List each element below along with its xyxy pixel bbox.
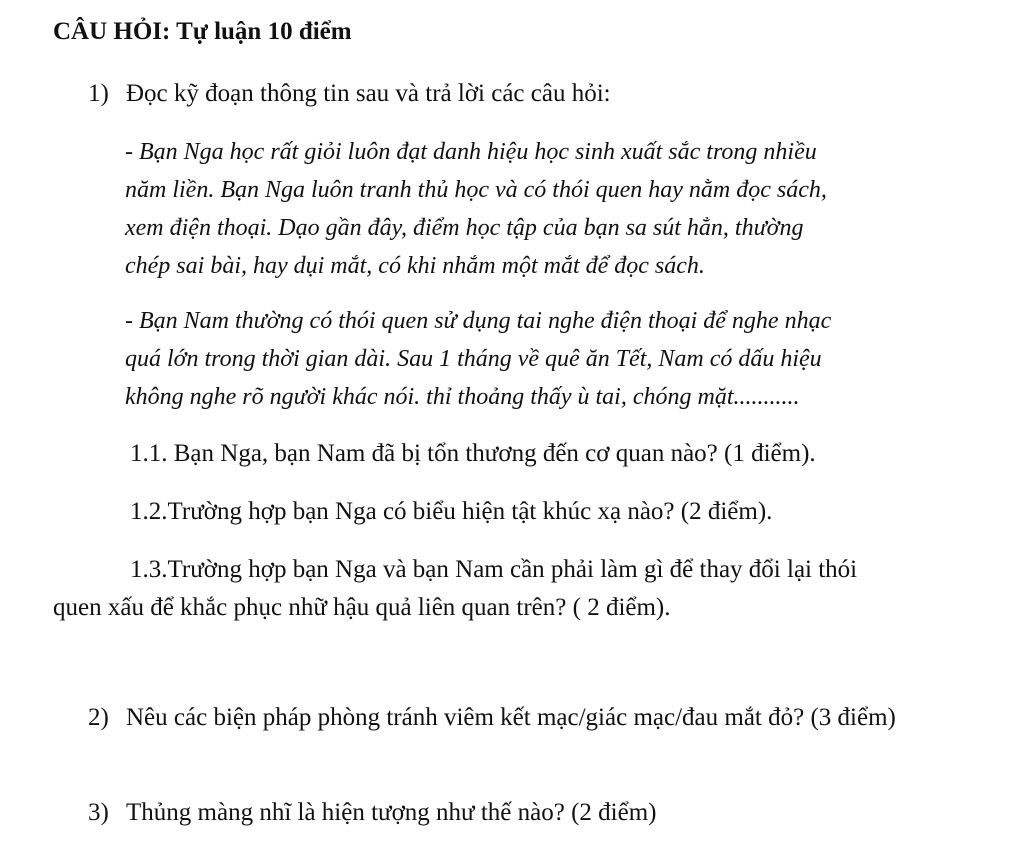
question-1-number: 1): [88, 80, 109, 107]
sub-question-line: quen xấu để khắc phục nhữ hậu quả liên quan trên? ( 2 điểm).: [53, 594, 671, 621]
paragraph-line: quá lớn trong thời gian dài. Sau 1 tháng về quê ăn Tết, Nam có dấu hiệu: [125, 346, 822, 372]
paragraph-line: - Bạn Nam thường có thói quen sử dụng tai nghe điện thoại để nghe nhạc: [125, 308, 832, 334]
question-1-text: Đọc kỹ đoạn thông tin sau và trả lời các câu hỏi:: [126, 80, 611, 107]
sub-question-1-1: 1.1. Bạn Nga, bạn Nam đã bị tổn thương đến cơ quan nào? (1 điểm).: [130, 440, 816, 467]
paragraph-line: - Bạn Nga học rất giỏi luôn đạt danh hiệu học sinh xuất sắc trong nhiều: [125, 139, 817, 165]
question-2-number: 2): [88, 704, 109, 731]
info-paragraph-nam: [125, 302, 970, 416]
sub-question-1-3: [53, 551, 973, 627]
paragraph-line: năm liền. Bạn Nga luôn tranh thủ học và có thói quen hay nằm đọc sách,: [125, 177, 827, 203]
paragraph-line: chép sai bài, hay dụi mắt, có khi nhắm một mắt để đọc sách.: [125, 253, 705, 279]
paragraph-line: không nghe rõ người khác nói. thỉ thoảng thấy ù tai, chóng mặt...........: [125, 384, 800, 410]
paragraph-line: xem điện thoại. Dạo gần đây, điểm học tập của bạn sa sút hẳn, thường: [125, 215, 804, 241]
sub-question-1-2: 1.2.Trường hợp bạn Nga có biểu hiện tật khúc xạ nào? (2 điểm).: [130, 498, 773, 525]
sub-question-line: 1.3.Trường hợp bạn Nga và bạn Nam cần phải làm gì để thay đổi lại thói: [130, 556, 858, 583]
page-title: CÂU HỎI: Tự luận 10 điểm: [53, 18, 352, 45]
info-paragraph-nga: [125, 133, 970, 285]
question-3-number: 3): [88, 799, 109, 826]
question-3-text: Thủng màng nhĩ là hiện tượng như thế nào? (2 điểm): [126, 799, 657, 826]
question-2-text: Nêu các biện pháp phòng tránh viêm kết mạc/giác mạc/đau mắt đỏ? (3 điểm): [126, 704, 896, 731]
